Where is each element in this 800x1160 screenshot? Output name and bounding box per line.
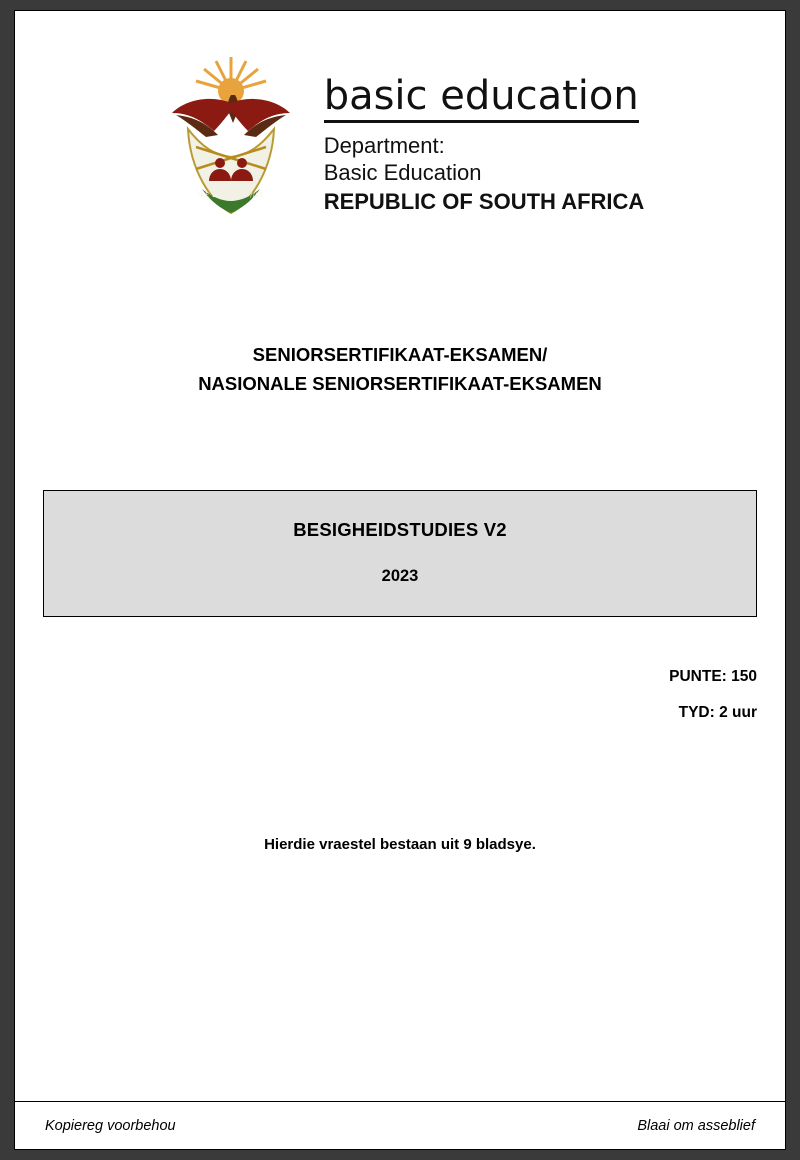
marks-and-time [15, 659, 785, 730]
country-name: REPUBLIC OF SOUTH AFRICA [323, 189, 645, 214]
subject-name: BESIGHEIDSTUDIES V2 [293, 519, 507, 541]
brand-title: basic education [324, 76, 639, 123]
department-label: Department: [323, 133, 445, 158]
department-name: Basic Education [323, 160, 482, 185]
pages-note: Hierdie vraestel bestaan uit 9 bladsye. [264, 835, 536, 853]
time-value: TYD: 2 uur [678, 703, 757, 721]
page-footer [15, 1101, 785, 1149]
footer-copyright: Kopiereg voorbehou [45, 1117, 176, 1134]
subject-year: 2023 [381, 567, 419, 586]
coat-of-arms-icon [156, 51, 306, 226]
subject-box [43, 490, 757, 617]
exam-title-line-2: NASIONALE SENIORSERTIFIKAAT-EKSAMEN [198, 372, 602, 394]
document-header [15, 11, 785, 226]
document-page [14, 10, 786, 1150]
brand-block [324, 51, 645, 215]
exam-title-line-1: SENIORSERTIFIKAAT-EKSAMEN/ [252, 344, 548, 365]
svg-text:!KE E: /XARRA //KE: !KE E: /XARRA //KE [197, 192, 265, 199]
marks-value: PUNTE: 150 [669, 668, 757, 686]
footer-turn-over: Blaai om asseblief [637, 1117, 755, 1134]
exam-title [15, 341, 785, 398]
